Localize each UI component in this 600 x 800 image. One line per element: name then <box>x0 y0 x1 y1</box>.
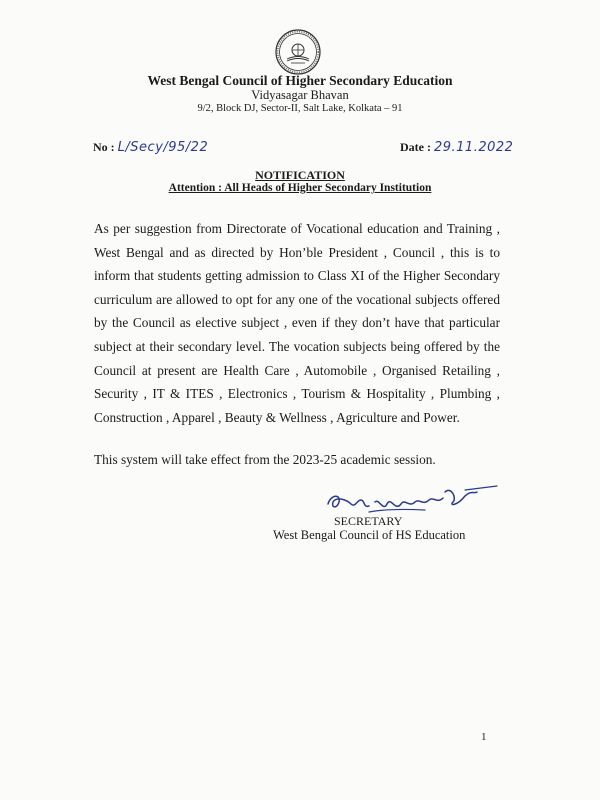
signatory-organization: West Bengal Council of HS Education <box>273 528 466 542</box>
council-seal-icon <box>274 28 322 76</box>
notification-body: As per suggestion from Directorate of Vocational education and Training , West Bengal and as directed by Hon’ble President , Council , this is to inform that students getting admission to Class XI of the Higher Secondary curriculum are allowed to opt for any one of the vocational subjects offered by the Council as elective subject , even if they don’t have that particular subject at their secondary level. The vocation subjects being offered by the Council at present are Health Care , Automobile , Organised Retailing , Security , IT & ITES , Electronics , Tourism & Hospitality , Plumbing , Construction , Apparel , Beauty & Wellness , Agriculture and Power. <box>94 221 500 425</box>
organization-building: Vidyasagar Bhavan <box>251 88 349 102</box>
notification-title: NOTIFICATION <box>255 168 345 182</box>
reference-number <box>93 140 208 155</box>
page-number: 1 <box>481 731 487 743</box>
notification-attention: Attention : All Heads of Higher Secondary Institution <box>168 182 432 194</box>
signatory-title: SECRETARY <box>334 514 403 528</box>
notification-closing: This system will take effect from the 2023-25 academic session. <box>94 452 436 467</box>
reference-date-value: 29.11.2022 <box>433 140 514 155</box>
reference-number-label: No : <box>93 140 115 154</box>
reference-date <box>400 140 513 155</box>
organization-address: 9/2, Block DJ, Sector-II, Salt Lake, Kolkata – 91 <box>197 103 403 114</box>
organization-name: West Bengal Council of Higher Secondary Education <box>147 73 453 88</box>
reference-date-label: Date : <box>400 140 431 154</box>
reference-number-value: L/Secy/95/22 <box>117 140 209 155</box>
